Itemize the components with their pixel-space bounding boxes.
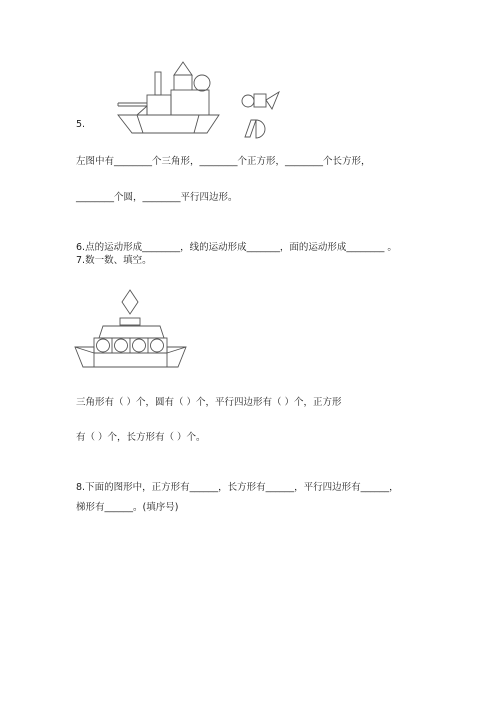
q7-line2: 有（ ）个，长方形有（ ）个。 bbox=[76, 432, 206, 443]
tier-trapezoid bbox=[99, 326, 164, 338]
q8-line1: 8.下面的图形中，正方形有______，长方形有______，平行四边形有______， bbox=[76, 482, 399, 493]
q7-title: 7.数一数、填空。 bbox=[76, 255, 152, 266]
q7-line1: 三角形有（ ）个，圆有（ ）个，平行四边形有（ ）个，正方形 bbox=[76, 397, 342, 408]
boat-circle bbox=[115, 339, 128, 352]
diamond bbox=[122, 290, 138, 314]
boat-hull bbox=[75, 347, 186, 367]
boat-circle bbox=[151, 339, 164, 352]
boat-circle bbox=[97, 339, 110, 352]
q5-line2: ________个圆，________平行四边形。 bbox=[76, 192, 238, 203]
q6-text: 6.点的运动形成________，线的运动形成_______，面的运动形成________ 。 bbox=[76, 242, 397, 253]
q8-line2: 梯形有______。(填序号) bbox=[76, 502, 179, 513]
q5-line1: 左图中有________个三角形，________个正方形，________个长方形， bbox=[76, 156, 371, 167]
candle bbox=[120, 318, 140, 325]
boat-circle bbox=[133, 339, 146, 352]
q5-number: 5. bbox=[76, 119, 86, 130]
